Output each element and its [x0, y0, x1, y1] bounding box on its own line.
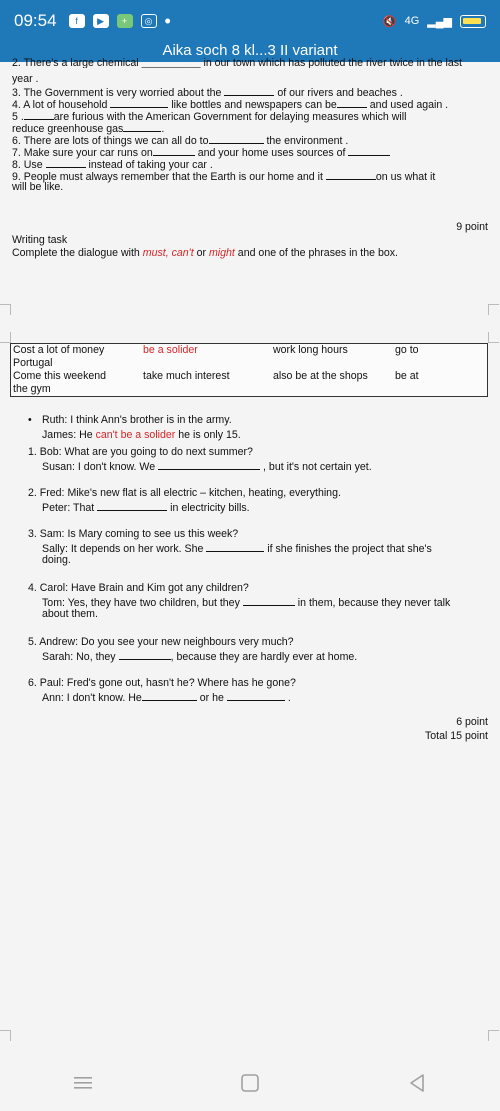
phrase: take much interest	[143, 370, 230, 382]
question-4: 4. Carol: Have Brain and Kim got any children?	[28, 582, 249, 594]
back-icon[interactable]	[397, 1068, 437, 1098]
youtube-icon: ▶	[93, 14, 109, 28]
phrase: also be at the shops	[273, 370, 368, 382]
phrase: Cost a lot of money	[13, 344, 105, 356]
line-year: year .	[12, 73, 39, 85]
answer-4-cont: about them.	[42, 608, 98, 620]
exercise-line-4: 4. A lot of household like bottles and newspapers can be and used again .	[12, 99, 449, 111]
question-5: 5. Andrew: Do you see your new neighbours very much?	[28, 636, 294, 648]
menu-icon[interactable]	[63, 1068, 103, 1098]
phrase: the gym	[13, 383, 51, 395]
partial-line: 2. There's a large chemical __________ in our town which has polluted the river twice in the last	[12, 58, 462, 68]
dialogue-points: 6 point	[456, 716, 488, 728]
facebook-icon: f	[69, 14, 85, 28]
exercise-line-5b: reduce greenhouse gas .	[12, 123, 165, 135]
phrase: work long hours	[273, 344, 348, 356]
total-points: Total 15 point	[424, 730, 488, 742]
answer-5: Sarah: No, they , because they are hardly ever at home.	[42, 651, 358, 663]
nav-bar	[0, 1060, 500, 1106]
question-3: 3. Sam: Is Mary coming to see us this week?	[28, 528, 239, 540]
battery-icon	[460, 15, 486, 28]
exercise-line-8: 8. Use instead of taking your car .	[12, 159, 213, 171]
notification-dot-icon: •	[164, 11, 171, 31]
app-icon: +	[117, 14, 133, 28]
question-2: 2. Fred: Mike's new flat is all electric – kitchen, heating, everything.	[28, 487, 341, 499]
answer-3: Sally: It depends on her work. She if she finishes the project that she's	[42, 543, 432, 555]
example-james: James: He can't be a solider he is only 15.	[42, 429, 241, 441]
phrase: be at	[395, 370, 419, 382]
answer-1: Susan: I don't know. We , but it's not certain yet.	[42, 461, 372, 473]
answer-4: Tom: Yes, they have two children, but they in them, because they never talk	[42, 597, 451, 609]
status-bar	[0, 0, 500, 42]
phrase: go to	[395, 344, 419, 356]
home-icon[interactable]	[230, 1068, 270, 1098]
signal-icon: ▂▄▆	[427, 15, 452, 28]
instagram-icon: ◎	[141, 14, 157, 28]
answer-6: Ann: I don't know. He or he .	[42, 692, 291, 704]
mute-icon: 🔇	[382, 15, 397, 28]
phrase: Portugal	[13, 357, 53, 369]
exercise-line-3: 3. The Government is very worried about the of our rivers and beaches .	[12, 87, 403, 99]
phrase-box	[10, 343, 488, 397]
answer-3-cont: doing.	[42, 554, 71, 566]
question-1: 1. Bob: What are you going to do next summer?	[28, 446, 253, 458]
exercise-line-9: 9. People must always remember that the Earth is our home and it on us what it	[12, 171, 436, 183]
writing-heading: Writing task	[12, 234, 68, 246]
phrase: be a solider	[143, 344, 198, 356]
example-ruth: Ruth: I think Ann's brother is in the army.	[42, 414, 232, 426]
exercise-line-5: 5 . are furious with the American Government for delaying measures which will	[12, 111, 407, 123]
writing-instructions: Complete the dialogue with must, can't or might and one of the phrases in the box.	[12, 247, 399, 259]
network-label: 4G	[404, 15, 420, 27]
exercise-line-6: 6. There are lots of things we can all do to the environment .	[12, 135, 349, 147]
answer-2: Peter: That in electricity bills.	[42, 502, 250, 514]
bullet-icon: •	[28, 414, 32, 426]
section-points: 9 point	[456, 221, 488, 233]
document-title: Aika soch 8 kl...3 II variant	[0, 42, 500, 62]
clock: 09:54	[14, 11, 57, 30]
phrase: Come this weekend	[13, 370, 107, 382]
question-6: 6. Paul: Fred's gone out, hasn't he? Where has he gone?	[28, 677, 296, 689]
exercise-line-7: 7. Make sure your car runs on and your home uses sources of	[12, 146, 490, 159]
exercise-line-9b: will be like.	[12, 181, 64, 193]
